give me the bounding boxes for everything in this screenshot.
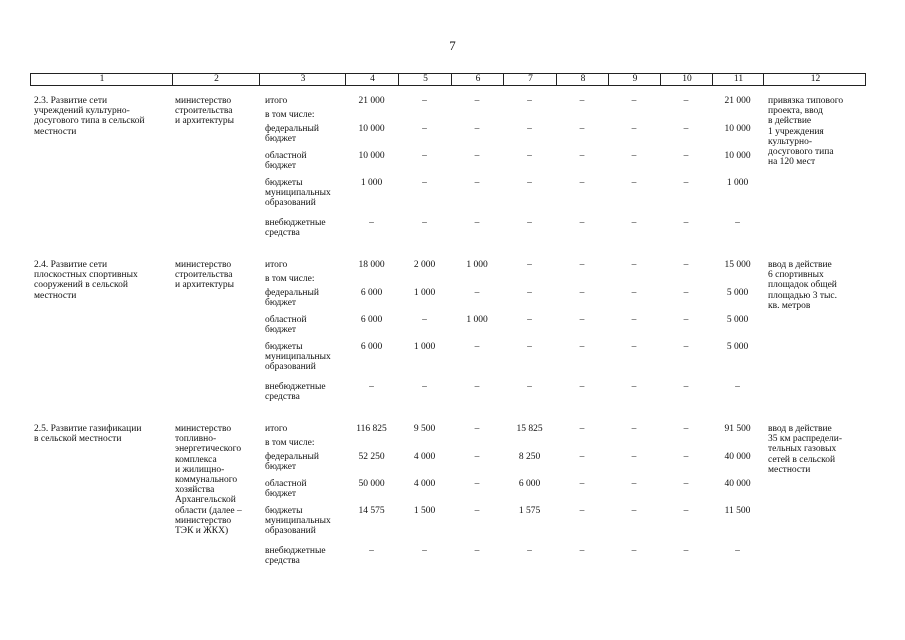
table-cell: – (683, 315, 689, 325)
table-cell: 4 000 (413, 479, 436, 489)
table-cell: – (683, 151, 689, 161)
table-cell: – (683, 218, 689, 228)
section-title: 2.5. Развитие газификации в сельской местности (34, 424, 142, 445)
table-cell: 18 000 (358, 260, 385, 270)
table-cell: – (735, 218, 740, 228)
column-header-5: 5 (398, 74, 452, 85)
table-cell: 1 000 (360, 178, 383, 188)
table-cell: 2 000 (413, 260, 436, 270)
table-cell: – (474, 424, 480, 434)
page-number: 7 (449, 38, 456, 53)
table-cell: 6 000 (518, 479, 541, 489)
table-cell: – (474, 151, 480, 161)
row-label: итого (265, 96, 288, 106)
row-label: итого (265, 260, 288, 270)
table-cell: – (631, 382, 637, 392)
column-header-3: 3 (259, 74, 346, 85)
table-cell: 1 000 (413, 288, 436, 298)
section-result: ввод в действие 6 спортивных площадок общей площадью 3 тыс. кв. метров (768, 260, 837, 311)
column-header-2: 2 (172, 74, 260, 85)
table-cell: – (631, 452, 637, 462)
table-cell: – (474, 218, 480, 228)
table-cell: – (683, 452, 689, 462)
table-cell: – (683, 382, 689, 392)
table-cell: – (579, 178, 585, 188)
table-cell: – (579, 546, 585, 556)
table-cell: 6 000 (360, 288, 383, 298)
row-label: федеральный бюджет (265, 288, 319, 309)
table-cell: 1 000 (413, 342, 436, 352)
table-cell: 11 500 (724, 506, 751, 516)
table-cell: – (527, 260, 532, 270)
table-cell: – (422, 315, 427, 325)
table-cell: – (422, 382, 427, 392)
table-cell: – (579, 288, 585, 298)
table-cell: – (579, 506, 585, 516)
table-cell: – (474, 96, 480, 106)
table-cell: 40 000 (724, 479, 751, 489)
table-cell: – (422, 96, 427, 106)
row-label: внебюджетные средства (265, 382, 326, 403)
table-cell: – (683, 96, 689, 106)
table-cell: – (631, 506, 637, 516)
column-header-7: 7 (503, 74, 557, 85)
table-cell: 40 000 (724, 452, 751, 462)
table-cell: 14 575 (358, 506, 385, 516)
table-cell: – (683, 342, 689, 352)
row-label: федеральный бюджет (265, 452, 319, 473)
table-cell: – (631, 124, 637, 134)
table-cell: – (631, 315, 637, 325)
table-cell: 21 000 (358, 96, 385, 106)
table-cell: 5 000 (726, 342, 749, 352)
table-cell: – (527, 96, 532, 106)
column-header-12: 12 (763, 74, 867, 85)
section-title: 2.3. Развитие сети учреждений культурно- досугового типа в сельской местности (34, 96, 145, 137)
table-cell: – (631, 342, 637, 352)
column-header-10: 10 (660, 74, 713, 85)
table-cell: – (474, 178, 480, 188)
table-cell: 1 500 (413, 506, 436, 516)
section-result: ввод в действие 35 км распредели- тельных газовых сетей в сельской местности (768, 424, 843, 475)
table-cell: 91 500 (724, 424, 751, 434)
row-label: в том числе: (265, 438, 315, 448)
table-cell: 4 000 (413, 452, 436, 462)
row-label: бюджеты муниципальных образований (265, 506, 331, 537)
table-cell: 21 000 (724, 96, 751, 106)
table-cell: – (474, 342, 480, 352)
table-cell: – (527, 218, 532, 228)
table-cell: – (631, 218, 637, 228)
column-header-1: 1 (99, 74, 105, 84)
table-cell: – (631, 424, 637, 434)
table-cell: 15 825 (516, 424, 543, 434)
row-label: федеральный бюджет (265, 124, 319, 145)
section-executor: министерство строительства и архитектуры (175, 260, 235, 291)
table-cell: 6 000 (360, 342, 383, 352)
table-cell: – (527, 288, 532, 298)
table-cell: 116 825 (356, 424, 387, 434)
table-cell: – (474, 288, 480, 298)
table-cell: – (631, 151, 637, 161)
row-label: в том числе: (265, 110, 315, 120)
table-cell: 1 000 (466, 315, 488, 325)
table-cell: – (422, 218, 427, 228)
table-cell: – (422, 178, 427, 188)
row-label: областной бюджет (265, 151, 307, 172)
table-cell: – (527, 315, 532, 325)
table-cell: 10 000 (358, 124, 385, 134)
table-cell: – (579, 382, 585, 392)
table-cell: – (579, 218, 585, 228)
table-cell: – (631, 479, 637, 489)
table-cell: – (474, 452, 480, 462)
table-cell: – (631, 96, 637, 106)
table-cell: – (683, 506, 689, 516)
section-executor: министерство топливно- энергетического комплекса и жилищно- коммунального хозяйства Архангельской области (далее – министерство ТЭК и ЖКХ) (175, 424, 242, 537)
table-cell: – (683, 260, 689, 270)
table-cell: 5 000 (726, 315, 749, 325)
column-header-11: 11 (712, 74, 764, 85)
table-cell: – (631, 260, 637, 270)
table-cell: – (474, 506, 480, 516)
table-cell: – (579, 124, 585, 134)
table-cell: – (631, 288, 637, 298)
column-header-4: 4 (345, 74, 399, 85)
table-cell: – (579, 479, 585, 489)
section-title: 2.4. Развитие сети плоскостных спортивных сооружений в сельской местности (34, 260, 138, 301)
table-cell: – (579, 424, 585, 434)
table-cell: 8 250 (518, 452, 541, 462)
column-header-6: 6 (451, 74, 504, 85)
table-cell: – (579, 342, 585, 352)
table-cell: – (527, 151, 532, 161)
table-cell: – (683, 124, 689, 134)
table-cell: – (683, 288, 689, 298)
table-cell: – (527, 546, 532, 556)
table-cell: 50 000 (358, 479, 385, 489)
table-cell: – (631, 178, 637, 188)
row-label: областной бюджет (265, 315, 307, 336)
table-cell: – (527, 382, 532, 392)
table-cell: 1 575 (518, 506, 541, 516)
table-cell: 1 000 (726, 178, 749, 188)
table-cell: – (474, 124, 480, 134)
table-cell: – (735, 546, 740, 556)
table-header-row (30, 73, 866, 86)
section-executor: министерство строительства и архитектуры (175, 96, 235, 127)
table-cell: – (474, 479, 480, 489)
table-cell: – (579, 96, 585, 106)
table-cell: – (683, 479, 689, 489)
table-cell: – (683, 546, 689, 556)
table-cell: – (369, 218, 374, 228)
table-cell: – (579, 452, 585, 462)
table-cell: – (422, 546, 427, 556)
table-cell: 9 500 (413, 424, 436, 434)
table-cell: 10 000 (724, 124, 751, 134)
table-cell: – (474, 382, 480, 392)
table-cell: – (631, 546, 637, 556)
row-label: областной бюджет (265, 479, 307, 500)
table-cell: 5 000 (726, 288, 749, 298)
table-cell: 52 250 (358, 452, 385, 462)
table-cell: 6 000 (360, 315, 383, 325)
table-cell: – (369, 382, 374, 392)
table-cell: 10 000 (358, 151, 385, 161)
table-cell: – (527, 342, 532, 352)
row-label: в том числе: (265, 274, 315, 284)
column-header-9: 9 (608, 74, 661, 85)
table-cell: – (683, 178, 689, 188)
row-label: бюджеты муниципальных образований (265, 178, 331, 209)
row-label: внебюджетные средства (265, 218, 326, 239)
row-label: итого (265, 424, 288, 434)
table-cell: 1 000 (466, 260, 488, 270)
table-cell: – (527, 124, 532, 134)
table-cell: – (422, 124, 427, 134)
row-label: бюджеты муниципальных образований (265, 342, 331, 373)
row-label: внебюджетные средства (265, 546, 326, 567)
column-header-8: 8 (556, 74, 609, 85)
table-cell: – (579, 151, 585, 161)
table-cell: – (369, 546, 374, 556)
table-cell: – (527, 178, 532, 188)
table-cell: – (474, 546, 480, 556)
table-cell: – (735, 382, 740, 392)
table-cell: – (422, 151, 427, 161)
section-result: привязка типового проекта, ввод в действие 1 учреждения культурно- досугового типа на 120 мест (768, 96, 844, 168)
table-cell: – (579, 260, 585, 270)
table-cell: 10 000 (724, 151, 751, 161)
table-cell: – (579, 315, 585, 325)
table-cell: 15 000 (724, 260, 751, 270)
table-cell: – (683, 424, 689, 434)
